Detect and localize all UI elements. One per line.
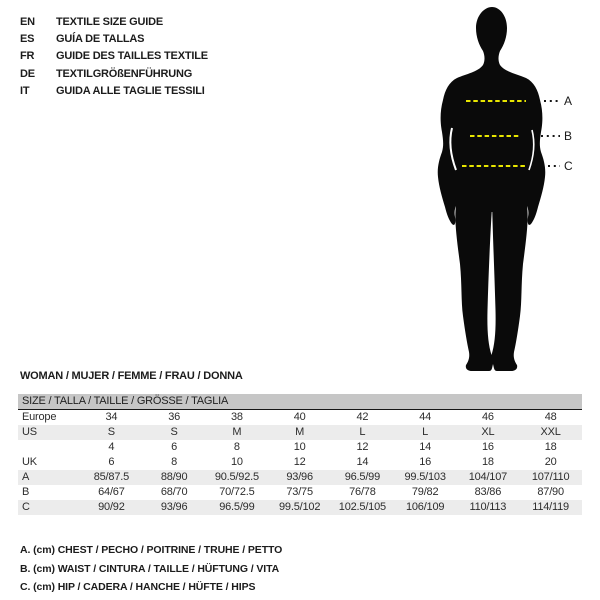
- size-cell: 114/119: [532, 501, 569, 513]
- size-cell: M: [295, 426, 305, 438]
- row-label: US: [22, 426, 37, 438]
- language-code: IT: [20, 84, 30, 97]
- language-text: GUÍA DE TALLAS: [56, 32, 145, 45]
- size-cell: 46: [481, 411, 494, 423]
- size-table: [18, 394, 582, 515]
- size-cell: 12: [356, 441, 369, 453]
- language-code: FR: [20, 50, 35, 63]
- table-row: [18, 485, 582, 500]
- table-row: [18, 440, 582, 455]
- size-cell: M: [232, 426, 242, 438]
- row-label: Europe: [22, 411, 57, 423]
- language-code: EN: [20, 15, 35, 28]
- size-cell: 14: [356, 456, 369, 468]
- marker-label-c: C: [564, 159, 573, 173]
- language-text: TEXTILGRÖßENFÜHRUNG: [56, 67, 193, 80]
- size-cell: 70/72.5: [219, 486, 255, 498]
- table-row: [18, 470, 582, 485]
- size-cell: 73/75: [286, 486, 313, 498]
- size-cell: 8: [171, 456, 178, 468]
- row-label: UK: [22, 456, 37, 468]
- size-cell: 106/109: [405, 501, 445, 513]
- table-row: [18, 410, 582, 425]
- size-cell: S: [107, 426, 115, 438]
- size-cell: XL: [481, 426, 495, 438]
- size-cell: XXL: [540, 426, 561, 438]
- table-row: [18, 455, 582, 470]
- size-cell: 44: [419, 411, 432, 423]
- table-row: [18, 500, 582, 515]
- size-cell: 93/96: [160, 501, 188, 513]
- size-cell: 14: [419, 441, 432, 453]
- measure-notes: [20, 541, 282, 597]
- row-label: B: [22, 486, 30, 498]
- size-cell: 107/110: [531, 471, 570, 483]
- size-cell: 16: [481, 441, 494, 453]
- size-cell: 68/70: [160, 486, 188, 498]
- size-cell: 48: [544, 411, 557, 423]
- size-cell: 90/92: [98, 501, 125, 513]
- language-code: DE: [20, 67, 35, 80]
- size-cell: 4: [108, 441, 115, 453]
- size-cell: 18: [544, 441, 557, 453]
- row-label: C: [22, 501, 30, 513]
- note-line: B. (cm) WAIST / CINTURA / TAILLE / HÜFTUNG / VITA: [20, 562, 280, 575]
- marker-label-a: A: [564, 94, 573, 108]
- size-cell: 96.5/99: [219, 501, 255, 513]
- size-cell: 87/90: [537, 486, 564, 498]
- language-code: ES: [20, 32, 35, 45]
- size-cell: 8: [233, 441, 240, 453]
- size-cell: 102.5/105: [338, 501, 386, 513]
- language-text: TEXTILE SIZE GUIDE: [56, 15, 164, 28]
- table-body: [18, 410, 582, 515]
- row-label: [18, 440, 80, 455]
- size-cell: 64/67: [98, 486, 125, 498]
- size-cell: S: [170, 426, 178, 438]
- size-cell: 20: [544, 456, 557, 468]
- marker-label-b: B: [564, 129, 573, 143]
- size-cell: 6: [171, 441, 178, 453]
- note-line: A. (cm) CHEST / PECHO / POITRINE / TRUHE / PETTO: [20, 544, 283, 556]
- size-cell: 6: [108, 456, 115, 468]
- size-cell: 42: [356, 411, 369, 423]
- size-cell: L: [359, 426, 366, 438]
- table-row: [18, 425, 582, 440]
- language-text: GUIDA ALLE TAGLIE TESSILI: [56, 84, 205, 97]
- size-cell: 10: [293, 441, 306, 453]
- size-cell: 99.5/103: [404, 471, 446, 483]
- table-header: SIZE / TALLA / TAILLE / GRÖSSE / TAGLIA: [18, 394, 582, 410]
- size-cell: 16: [419, 456, 432, 468]
- language-text: GUIDE DES TAILLES TEXTILE: [56, 50, 208, 63]
- size-cell: 93/96: [286, 471, 313, 483]
- size-cell: L: [422, 426, 429, 438]
- size-cell: 76/78: [349, 486, 376, 498]
- size-cell: 96.5/99: [344, 471, 381, 483]
- size-cell: 83/86: [474, 486, 502, 498]
- size-cell: 104/107: [468, 471, 508, 483]
- size-cell: 12: [293, 456, 306, 468]
- note-line: C. (cm) HIP / CADERA / HANCHE / HÜFTE / HIPS: [20, 581, 256, 594]
- size-cell: 110/113: [469, 501, 507, 513]
- size-cell: 18: [481, 456, 494, 468]
- size-cell: 38: [230, 411, 243, 423]
- row-label: A: [22, 471, 30, 483]
- size-cell: 34: [105, 411, 118, 423]
- size-cell: 36: [168, 411, 181, 423]
- size-cell: 40: [293, 411, 306, 423]
- group-title: WOMAN / MUJER / FEMME / FRAU / DONNA: [20, 370, 243, 382]
- size-cell: 79/82: [411, 486, 439, 498]
- size-cell: 10: [230, 456, 243, 468]
- size-cell: 88/90: [160, 471, 188, 483]
- size-cell: 85/87.5: [93, 471, 130, 483]
- size-cell: 99.5/102: [279, 501, 321, 513]
- size-cell: 90.5/92.5: [214, 471, 259, 483]
